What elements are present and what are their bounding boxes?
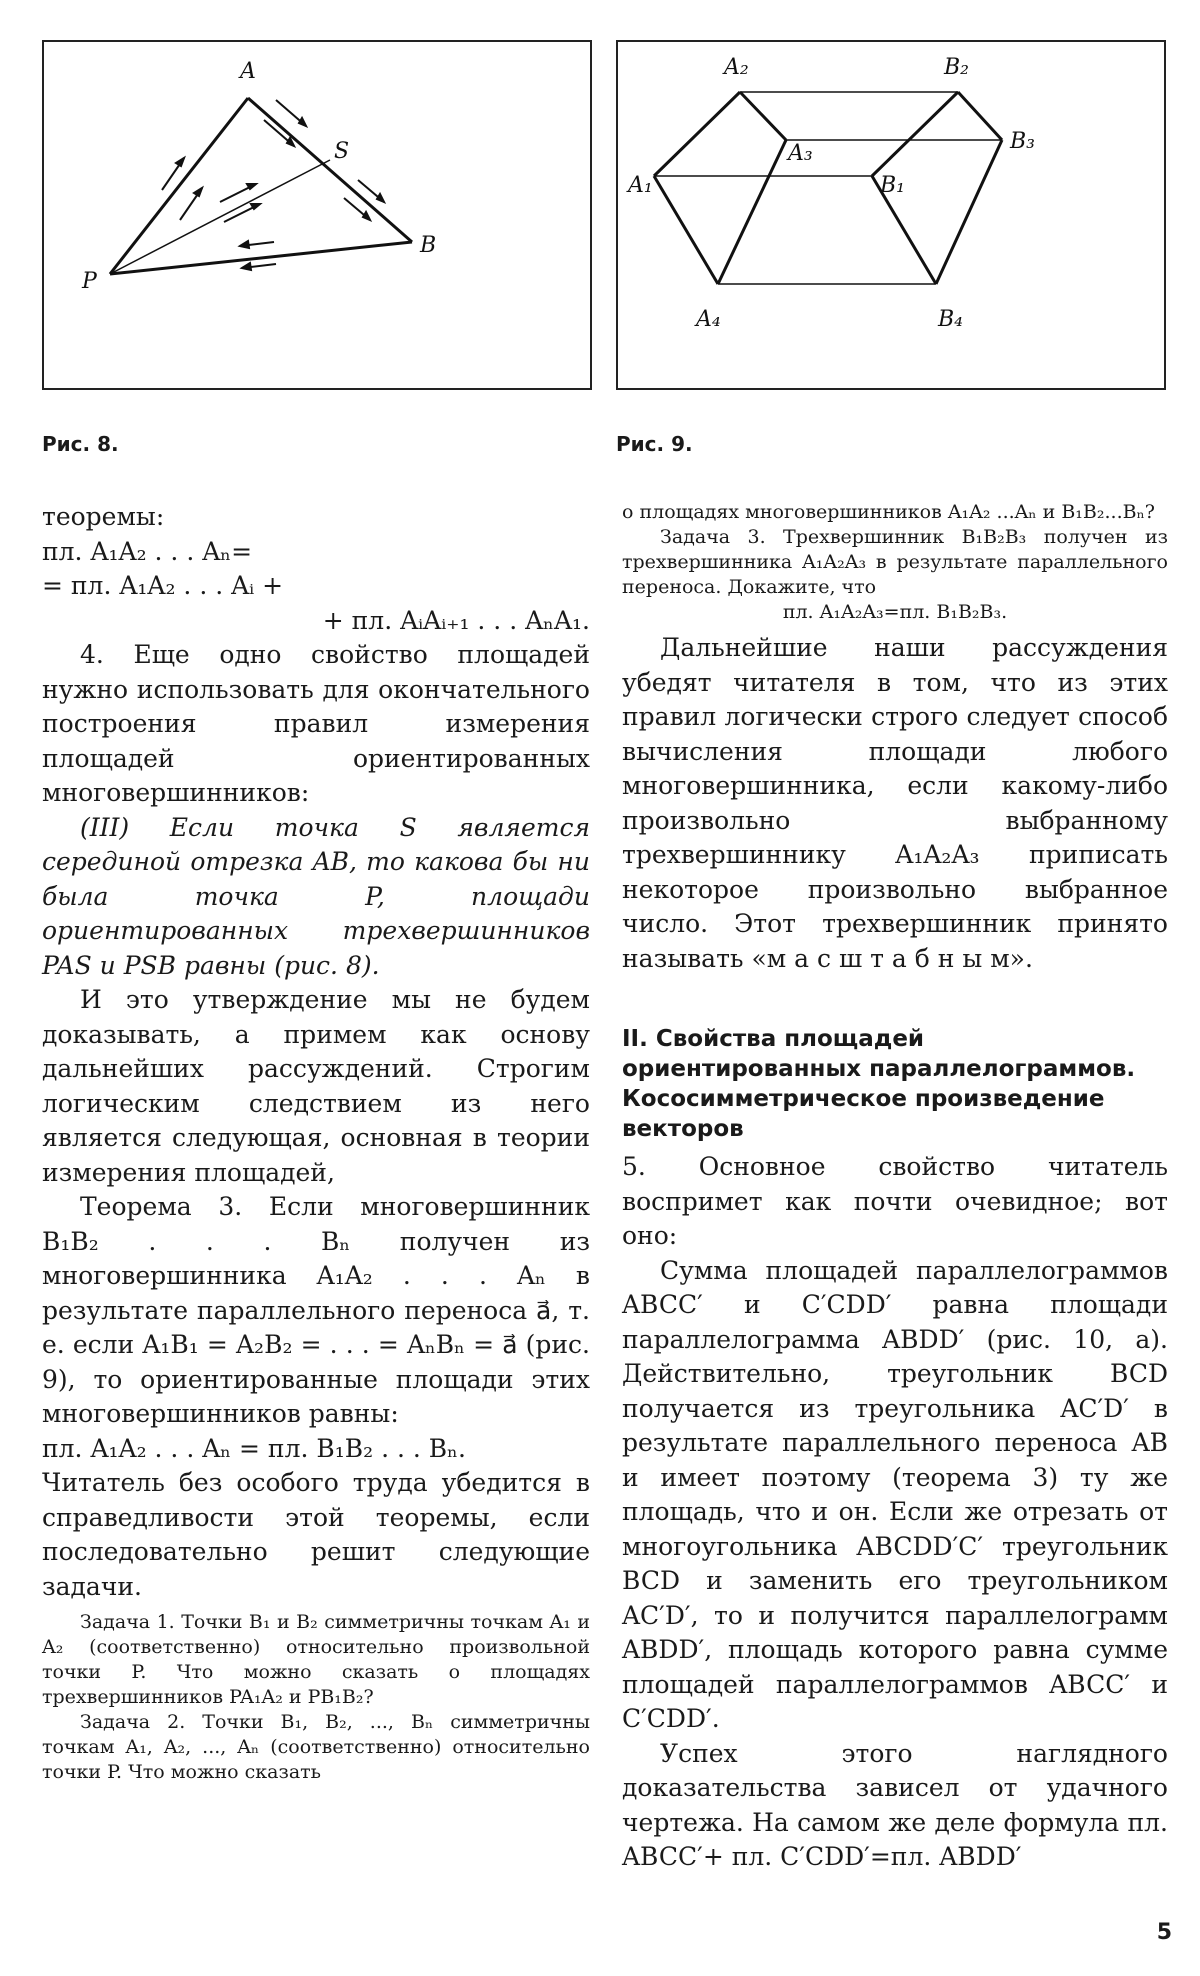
left-column	[42, 500, 590, 1785]
paragraph-success: Успех этого наглядного доказательства зависел от удачного чертежа. На самом же деле формула пл. ABCC′+ пл. C′CDD′=пл. ABDD′	[622, 1738, 1168, 1871]
label-A1: A₁	[628, 173, 653, 198]
paragraph-reader: Читатель без особого труда убедится в справедливости этой теоремы, если последовательно решит следующие задачи.	[42, 1468, 590, 1601]
theorem-3: Теорема 3. Если многовершинник B₁B₂ . . . Bₙ получен из многовершинника A₁A₂ . . . Aₙ в результате параллельного переноса a⃗, т. е. если A₁B₁ = A₂B₂ = . . . = AₙBₙ = a⃗ (рис. 9), то ориентированные площади этих многовершинников равны:	[42, 1192, 590, 1428]
section-heading: II. Свойства площадей ориентированных параллелограммов. Кососимметрическое произведение векторов	[622, 1026, 1136, 1142]
edge-PA	[110, 98, 248, 274]
label-S: S	[334, 139, 350, 164]
task-3: Задача 3. Трехвершинник B₁B₂B₃ получен из трехвершинника A₁A₂A₃ в результате параллельного переноса. Докажите, что	[622, 526, 1168, 598]
label-A: A	[240, 59, 256, 84]
label-A3: A₃	[788, 141, 813, 166]
segment-PS	[110, 160, 330, 274]
label-A4: A₄	[696, 307, 721, 332]
paragraph-sum: Сумма площадей параллелограммов ABCC′ и C′CDD′ равна площади параллелограмма ABDD′ (рис. 10, a). Действительно, треугольник BCD получается из треугольника AC′D′ в результате параллельного переноса AB и имеет поэтому (теорема 3) ту же площадь, что и он. Если же отрезать от многоугольника ABCDD′C′ треугольник BCD и заменить его треугольником AC′D′, то и получится параллелограмм ABDD′, площадь которого равна сумме площадей параллелограммов ABCC′ и C′CDD′.	[622, 1255, 1168, 1733]
paragraph-4: 4. Еще одно свойство площадей нужно использовать для окончательного построения правил измерения площадей ориентированных многовершинников:	[42, 640, 590, 807]
formula-line-2: = пл. A₁A₂ . . . Aᵢ +	[42, 571, 284, 600]
label-B3: B₃	[1010, 129, 1035, 154]
right-column	[622, 500, 1168, 1875]
task-3-formula: пл. A₁A₂A₃=пл. B₁B₂B₃.	[782, 601, 1008, 623]
label-B1: B₁	[880, 173, 905, 198]
formula-line-1: пл. A₁A₂ . . . Aₙ=	[42, 536, 253, 566]
paragraph-5: 5. Основное свойство читатель воспримет как почти очевидное; вот оно:	[622, 1152, 1168, 1250]
theorem-intro: теоремы:	[42, 502, 165, 531]
theorem-3-formula: пл. A₁A₂ . . . Aₙ = пл. B₁B₂ . . . Bₙ.	[42, 1433, 466, 1463]
label-A2: A₂	[724, 55, 749, 80]
figure-9	[616, 40, 1166, 390]
edge-B2B3	[958, 92, 1002, 140]
orientation-arrows	[162, 100, 384, 270]
page-number: 5	[1156, 1920, 1172, 1945]
paragraph-further: Дальнейшие наши рассуждения убедят читателя в том, что из этих правил логически строго следует способ вычисления площади любого многовершинника, если какому-либо произвольно выбранному трехвершиннику A₁A₂A₃ приписать некоторое произвольно выбранное число. Этот трехвершинник принято называть «м а с ш т а б н ы м».	[622, 633, 1168, 973]
figure-8	[42, 40, 592, 390]
figure-9-caption: Рис. 9.	[616, 432, 693, 456]
label-B4: B₄	[938, 307, 963, 332]
label-B: B	[420, 233, 437, 258]
edge-A1A2	[654, 92, 740, 176]
edge-BP	[110, 242, 412, 274]
paragraph-assumption: И это утверждение мы не будем доказывать, а примем как основу дальнейших рассуждений. Строгим логическим следствием из него является следующая, основная в теории измерения площадей,	[42, 985, 590, 1187]
figure-8-drawing	[44, 42, 590, 388]
figure-9-drawing	[618, 42, 1164, 388]
task-2: Задача 2. Точки B₁, B₂, ..., Bₙ симметричны точкам A₁, A₂, ..., Aₙ (соответственно) относительно точки P. Что можно сказать	[42, 1711, 590, 1783]
edge-A3A4	[718, 140, 786, 284]
edge-AB	[248, 98, 412, 242]
edge-A2A3	[740, 92, 786, 140]
edge-B1B2	[872, 92, 958, 176]
edge-A4A1	[654, 176, 718, 284]
formula-line-3: + пл. AᵢAᵢ₊₁ . . . AₙA₁.	[322, 605, 590, 635]
task-1: Задача 1. Точки B₁ и B₂ симметричны точкам A₁ и A₂ (соответственно) относительно произвольной точки P. Что можно сказать о площадях трехвершинников PA₁A₂ и PB₁B₂?	[42, 1611, 590, 1708]
label-B2: B₂	[944, 55, 969, 80]
label-P: P	[82, 269, 97, 294]
edge-B3B4	[936, 140, 1002, 284]
task-2-continued: о площадях многовершинников A₁A₂ ...Aₙ и B₁B₂...Bₙ?	[622, 501, 1155, 523]
rule-3: (III) Если точка S является серединой отрезка AB, то какова бы ни была точка P, площади ориентированных трехвершинников PAS и PSB равны (рис. 8).	[42, 812, 590, 980]
figure-8-caption: Рис. 8.	[42, 432, 119, 456]
